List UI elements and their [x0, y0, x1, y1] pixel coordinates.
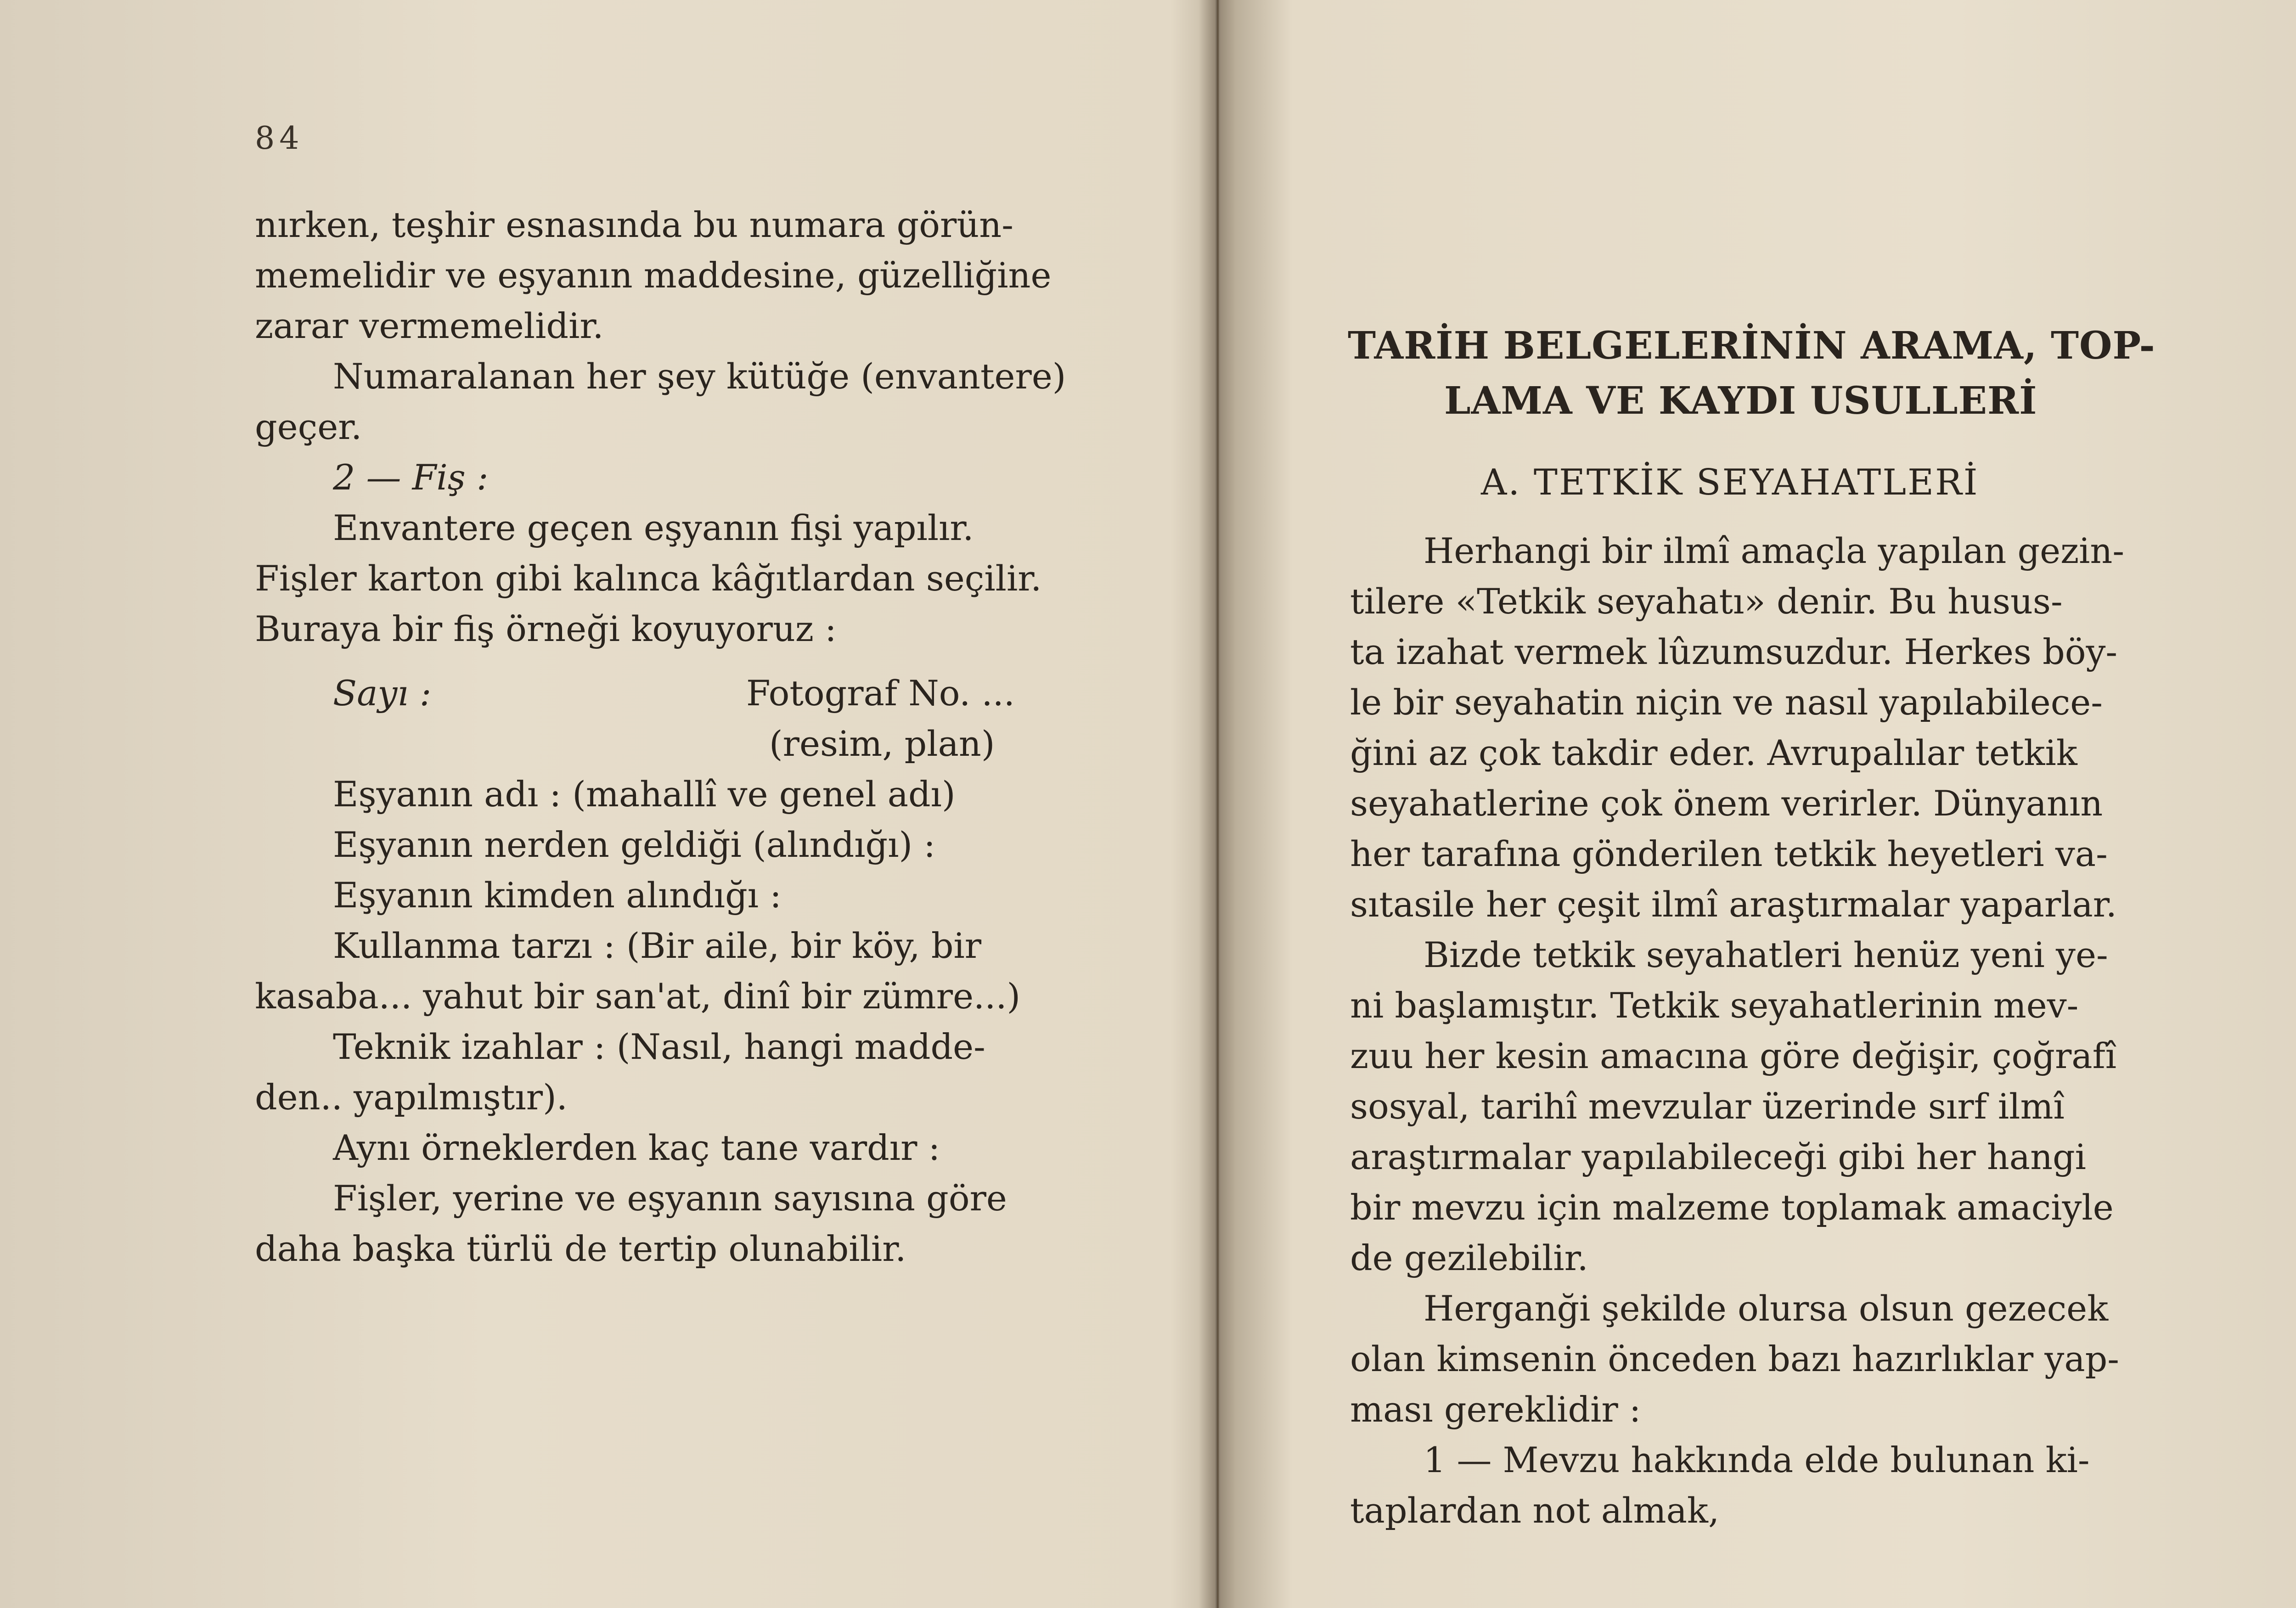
book-spine: [1217, 0, 1219, 1608]
text-line: 1 — Mevzu hakkında elde bulunan ki-: [1424, 1439, 2090, 1480]
text-line: Herhangi bir ilmî amaçla yapılan gezin-: [1424, 530, 2125, 571]
page-number: 84: [255, 120, 304, 157]
text-line: memelidir ve eşyanın maddesine, güzelliğine: [255, 255, 1052, 296]
text-line: olan kimsenin önceden bazı hazırlıklar yap-: [1350, 1338, 2119, 1379]
form-field-label: Eşyanın nerden geldiği (alındığı) :: [333, 824, 935, 865]
text-line: Fişler, yerine ve eşyanın sayısına göre: [333, 1178, 1007, 1219]
text-line: tilere «Tetkik seyahatı» denir. Bu husus-: [1350, 581, 2063, 622]
text-line: zarar vermemelidir.: [255, 305, 604, 346]
text-line: nırken, teşhir esnasında bu numara görün-: [255, 204, 1013, 245]
text-line: ması gereklidir :: [1350, 1389, 1641, 1430]
text-line: ğini az çok takdir eder. Avrupalılar tetkik: [1350, 732, 2077, 773]
section-label: 2 — Fiş :: [333, 457, 489, 498]
form-field-label: Fotograf No. ...: [746, 673, 1015, 714]
form-field-label: Sayı :: [333, 673, 432, 714]
text-line: bir mevzu için malzeme toplamak amaciyle: [1350, 1187, 2114, 1228]
text-line: Fişler karton gibi kalınca kâğıtlardan seçilir.: [255, 558, 1042, 599]
text-line: Buraya bir fiş örneği koyuyoruz :: [255, 608, 837, 649]
text-line: her tarafına gönderilen tetkik heyetleri va-: [1350, 833, 2108, 874]
form-field-label: Eşyanın adı : (mahallî ve genel adı): [333, 774, 956, 815]
text-line: Envantere geçen eşyanın fişi yapılır.: [333, 507, 974, 548]
section-title: A. TETKİK SEYAHATLERİ: [1481, 462, 1979, 503]
text-line: kasaba... yahut bir san'at, dinî bir zümre...): [255, 976, 1021, 1017]
text-line: den.. yapılmıştır).: [255, 1077, 568, 1118]
form-field-label: (resim, plan): [769, 723, 995, 764]
form-field-label: Teknik izahlar : (Nasıl, hangi madde-: [333, 1026, 985, 1067]
text-line: seyahatlerine çok önem verirler. Dünyanın: [1350, 783, 2103, 824]
text-line: ni başlamıştır. Tetkik seyahatlerinin mev-: [1350, 985, 2079, 1026]
text-line: sosyal, tarihî mevzular üzerinde sırf ilmî: [1350, 1086, 2065, 1127]
text-line: Numaralanan her şey kütüğe (envantere): [333, 356, 1066, 397]
text-line: geçer.: [255, 406, 362, 447]
chapter-title: TARİH BELGELERİNİN ARAMA, TOP-: [1348, 324, 2155, 368]
text-line: le bir seyahatin niçin ve nasıl yapılabilece-: [1350, 682, 2103, 723]
form-field-label: Kullanma tarzı : (Bir aile, bir köy, bir: [333, 925, 982, 966]
text-line: Herganği şekilde olursa olsun gezecek: [1424, 1288, 2109, 1329]
text-line: daha başka türlü de tertip olunabilir.: [255, 1228, 906, 1269]
form-field-label: Eşyanın kimden alındığı :: [333, 875, 782, 916]
form-field-label: Aynı örneklerden kaç tane vardır :: [333, 1127, 940, 1168]
chapter-title: LAMA VE KAYDI USULLERİ: [1444, 379, 2037, 423]
text-line: ta izahat vermek lûzumsuzdur. Herkes böy-: [1350, 631, 2118, 672]
text-line: Bizde tetkik seyahatleri henüz yeni ye-: [1424, 934, 2108, 975]
text-line: sıtasile her çeşit ilmî araştırmalar yaparlar.: [1350, 884, 2117, 925]
text-line: zuu her kesin amacına göre değişir, çoğrafî: [1350, 1035, 2117, 1076]
text-line: araştırmalar yapılabileceği gibi her hangi: [1350, 1136, 2086, 1177]
text-line: taplardan not almak,: [1350, 1490, 1720, 1531]
text-line: de gezilebilir.: [1350, 1237, 1588, 1278]
right-page: [1231, 0, 2296, 1608]
